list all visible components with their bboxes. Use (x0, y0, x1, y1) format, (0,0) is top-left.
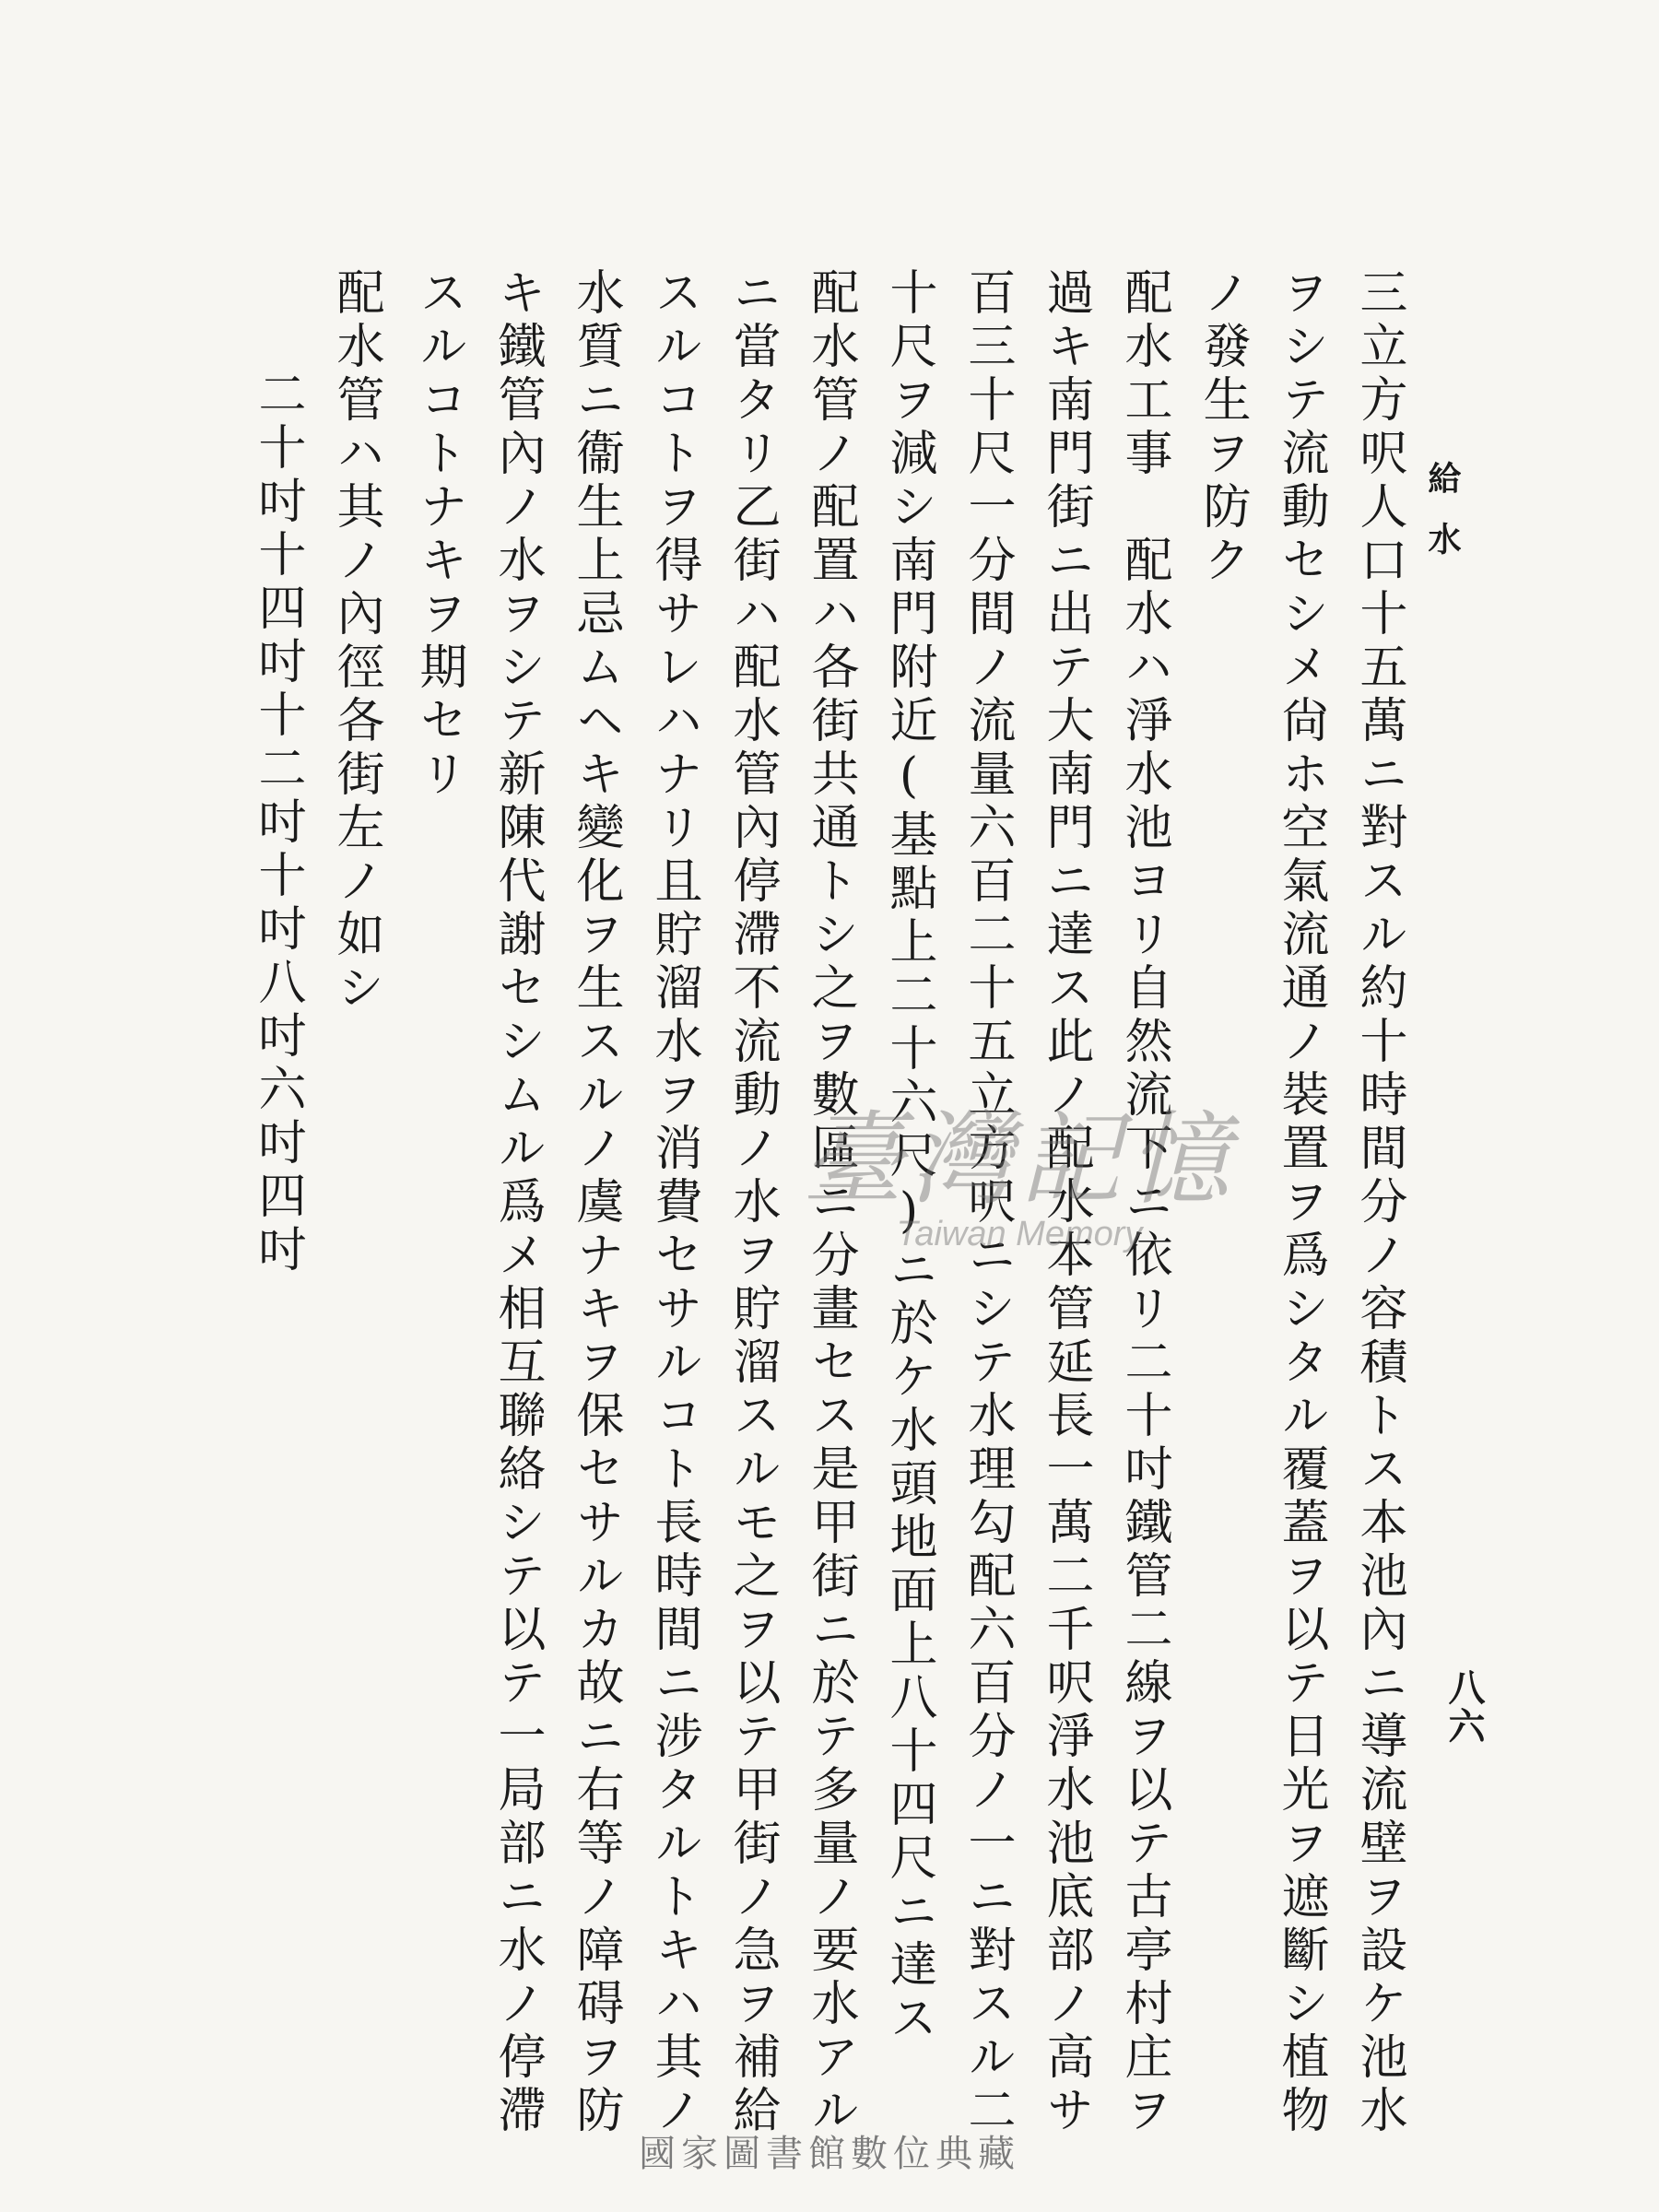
watermark-main: 臺灣記憶 (802, 1100, 1237, 1218)
page-number: 八六 (1442, 1668, 1486, 1746)
watermark (802, 1078, 1237, 1254)
footer-credit: 國家圖書館數位典藏 (639, 2133, 1020, 2175)
text-column: 配水工事 配水ハ淨水池ヨリ自然流下ニ依リ二十吋鐵管二線ヲ以テ古亭村庄ヲ (1116, 267, 1171, 2138)
text-column: 配水管ノ配置ハ各街共通トシ之ヲ數區ニ分畫セス是甲街ニ於テ多量ノ要水アル (803, 267, 858, 2138)
text-column: スルコトナキヲ期セリ (411, 267, 466, 802)
text-column: ニ當タリ乙街ハ配水管內停滯不流動ノ水ヲ貯溜スルモ之ヲ以テ甲街ノ急ヲ補給 (724, 267, 780, 2138)
text-column: ノ發生ヲ防ク (1194, 267, 1250, 588)
text-column: スルコトヲ得サレハナリ且貯溜水ヲ消費セサルコト長時間ニ涉タルトキハ其ノ (646, 267, 701, 2138)
text-column: キ鐵管內ノ水ヲシテ新陳代謝セシムル爲メ相互聯絡シテ以テ一局部ニ水ノ停滯 (489, 267, 545, 2138)
text-column: 水質ニ衞生上忌ムヘキ變化ヲ生スルノ虞ナキヲ保セサルカ故ニ右等ノ障碍ヲ防 (568, 267, 623, 2138)
text-column: 配水管ハ其ノ內徑各街左ノ如シ (328, 267, 383, 1016)
text-column: 過キ南門街ニ出テ大南門ニ達ス此ノ配水本管延長一萬二千呎淨水池底部ノ高サ (1038, 267, 1093, 2138)
watermark-sub: Taiwan Memory (896, 1215, 1143, 1253)
text-column: 百三十尺一分間ノ流量六百二十五立方呎ニシテ水理勾配六百分ノ一ニ對スル二 (959, 267, 1015, 2138)
text-column: 二十吋十四吋十二吋十吋八吋六吋四吋 (250, 369, 305, 1277)
text-column: ヲシテ流動セシメ尙ホ空氣流通ノ裝置ヲ爲シタル覆蓋ヲ以テ日光ヲ遮斷シ植物 (1273, 267, 1328, 2138)
text-column: 十尺ヲ減シ南門附近(基點上二十六尺)ニ於ケ水頭地面上八十四尺ニ達ス (881, 267, 936, 2046)
running-title: 給水 (1423, 461, 1462, 582)
text-column: 三立方呎人口十五萬ニ對スル約十時間分ノ容積トス本池內ニ導流壁ヲ設ケ池水 (1351, 267, 1406, 2138)
